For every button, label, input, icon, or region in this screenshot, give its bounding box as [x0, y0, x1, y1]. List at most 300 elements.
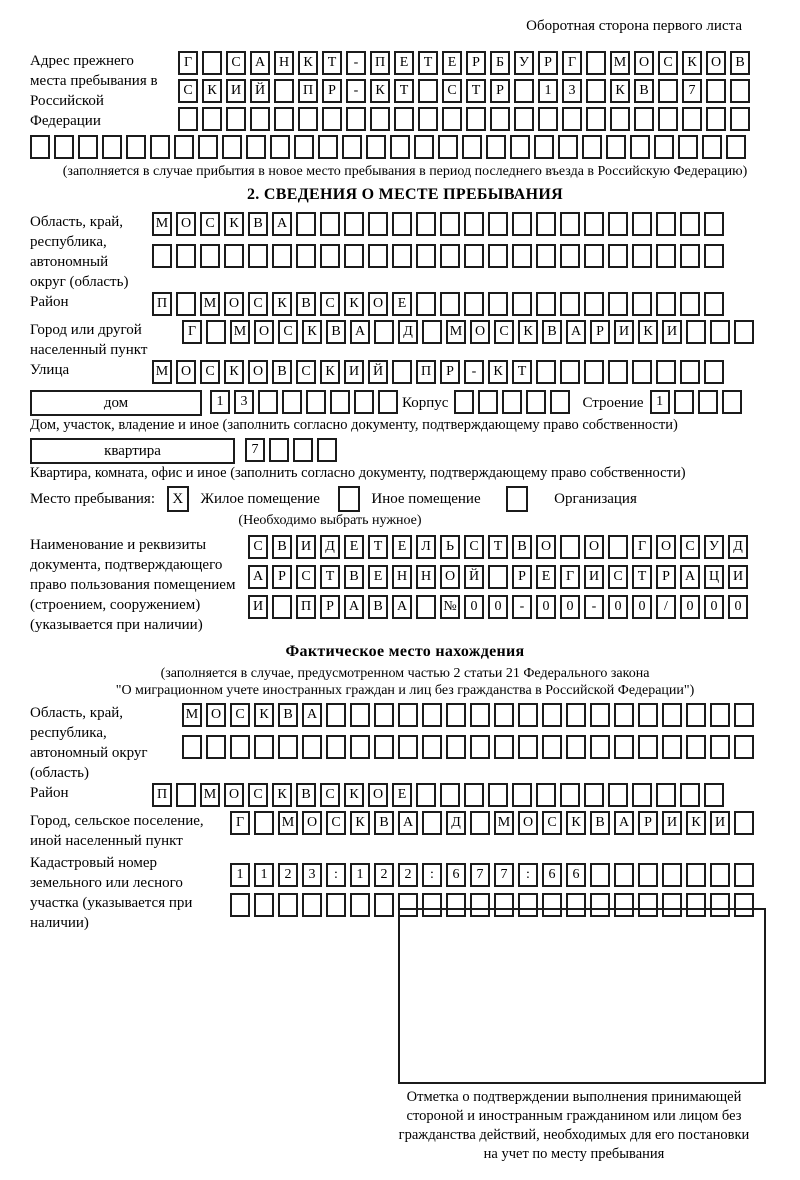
region-actual-grid — [182, 703, 758, 763]
char-grid-row — [178, 51, 754, 75]
char-cell — [422, 703, 442, 727]
char-cell: С — [200, 212, 220, 236]
char-cell: 1 — [230, 863, 250, 887]
char-cell — [454, 390, 474, 414]
char-cell: О — [224, 783, 244, 807]
option-residential-label: Жилое помещение — [200, 491, 320, 507]
char-cell: К — [344, 783, 364, 807]
char-grid-row — [248, 565, 752, 589]
char-grid-row — [152, 212, 728, 236]
char-cell — [494, 735, 514, 759]
char-cell: О — [706, 51, 726, 75]
char-cell: Т — [418, 51, 438, 75]
char-cell — [254, 893, 274, 917]
char-cell: К — [566, 811, 586, 835]
char-cell: О — [254, 320, 274, 344]
char-cell — [374, 893, 394, 917]
char-cell — [488, 783, 508, 807]
char-cell — [416, 595, 436, 619]
char-cell: Т — [322, 51, 342, 75]
char-cell: П — [370, 51, 390, 75]
char-cell: С — [278, 320, 298, 344]
char-cell: А — [272, 212, 292, 236]
char-cell: В — [296, 783, 316, 807]
char-cell — [608, 360, 628, 384]
char-cell — [542, 735, 562, 759]
char-grid-row — [178, 79, 754, 103]
char-cell — [274, 107, 294, 131]
char-cell: 3 — [234, 390, 254, 414]
char-cell — [536, 292, 556, 316]
char-cell: М — [200, 292, 220, 316]
char-cell — [446, 735, 466, 759]
char-cell — [606, 135, 626, 159]
char-cell — [278, 735, 298, 759]
char-cell — [658, 79, 678, 103]
char-cell: М — [494, 811, 514, 835]
char-cell: В — [326, 320, 346, 344]
char-cell — [202, 107, 222, 131]
char-cell — [302, 893, 322, 917]
char-cell: К — [350, 811, 370, 835]
char-cell — [270, 135, 290, 159]
char-cell — [438, 135, 458, 159]
char-cell — [326, 703, 346, 727]
char-cell: Д — [446, 811, 466, 835]
char-cell — [378, 390, 398, 414]
char-cell: К — [224, 360, 244, 384]
char-cell — [478, 390, 498, 414]
char-cell: В — [248, 212, 268, 236]
char-cell — [584, 212, 604, 236]
char-cell: О — [206, 703, 226, 727]
char-cell — [658, 107, 678, 131]
char-cell — [512, 783, 532, 807]
char-cell — [416, 783, 436, 807]
char-cell: М — [182, 703, 202, 727]
char-cell: О — [536, 535, 556, 559]
char-cell — [226, 107, 246, 131]
char-cell — [230, 893, 250, 917]
house-box: дом — [30, 390, 202, 416]
char-cell — [422, 811, 442, 835]
char-cell — [418, 79, 438, 103]
stamp-caption — [368, 1088, 780, 1164]
char-cell: Р — [538, 51, 558, 75]
char-cell: 3 — [302, 863, 322, 887]
char-cell — [440, 292, 460, 316]
char-cell — [560, 783, 580, 807]
char-cell: Р — [322, 79, 342, 103]
korpus-label: Корпус — [402, 395, 449, 411]
char-cell — [514, 107, 534, 131]
char-cell — [590, 703, 610, 727]
char-cell: Е — [392, 783, 412, 807]
char-cell — [704, 292, 724, 316]
char-cell — [368, 212, 388, 236]
char-cell: № — [440, 595, 460, 619]
char-cell: Т — [632, 565, 652, 589]
char-cell: - — [584, 595, 604, 619]
char-cell: 2 — [278, 863, 298, 887]
char-cell: М — [610, 51, 630, 75]
char-cell — [342, 135, 362, 159]
char-cell: Р — [440, 360, 460, 384]
char-cell: Ь — [440, 535, 460, 559]
char-cell — [414, 135, 434, 159]
checkbox-residential: X — [167, 486, 189, 512]
char-cell — [734, 735, 754, 759]
char-cell — [674, 390, 694, 414]
char-cell: И — [710, 811, 730, 835]
char-cell: К — [254, 703, 274, 727]
char-cell: А — [250, 51, 270, 75]
char-cell — [416, 212, 436, 236]
char-cell — [320, 212, 340, 236]
char-cell — [608, 783, 628, 807]
char-cell — [258, 390, 278, 414]
char-cell: 0 — [464, 595, 484, 619]
prev-address-label: Адрес прежнего места пребывания в Российской Федерации — [30, 53, 158, 129]
char-grid-row — [248, 595, 752, 619]
stamp-caption-line: на учет по месту пребывания — [483, 1146, 665, 1162]
char-cell: С — [680, 535, 700, 559]
confirmation-stamp-box — [398, 908, 766, 1084]
char-cell — [174, 135, 194, 159]
char-cell — [662, 703, 682, 727]
char-cell — [560, 360, 580, 384]
char-cell — [632, 783, 652, 807]
apartment-caption: Квартира, комната, офис и иное (заполнить согласно документу, подтверждающему право собственности) — [30, 465, 686, 481]
char-cell — [326, 893, 346, 917]
char-cell — [686, 735, 706, 759]
char-cell — [656, 212, 676, 236]
region-grid — [152, 212, 728, 272]
section2-title: 2. СВЕДЕНИЯ О МЕСТЕ ПРЕБЫВАНИЯ — [247, 186, 563, 203]
char-cell: : — [422, 863, 442, 887]
char-cell — [344, 244, 364, 268]
char-cell: Б — [490, 51, 510, 75]
char-cell: С — [200, 360, 220, 384]
char-cell: Д — [320, 535, 340, 559]
char-cell — [326, 735, 346, 759]
char-cell: О — [440, 565, 460, 589]
field-district-actual — [30, 783, 780, 811]
char-cell — [320, 244, 340, 268]
char-cell — [202, 51, 222, 75]
char-cell — [416, 292, 436, 316]
char-cell: 7 — [494, 863, 514, 887]
char-cell — [656, 292, 676, 316]
char-cell — [608, 244, 628, 268]
char-grid-row — [650, 390, 746, 414]
char-grid-row — [152, 244, 728, 268]
char-cell: М — [446, 320, 466, 344]
char-cell: О — [224, 292, 244, 316]
char-cell — [584, 783, 604, 807]
field-prev-address — [30, 51, 780, 135]
char-cell: В — [634, 79, 654, 103]
char-cell — [702, 135, 722, 159]
char-cell: - — [346, 51, 366, 75]
char-cell — [246, 135, 266, 159]
char-cell — [730, 107, 750, 131]
char-cell — [466, 107, 486, 131]
char-cell — [632, 292, 652, 316]
char-cell: В — [368, 595, 388, 619]
char-cell: С — [248, 535, 268, 559]
char-cell — [638, 863, 658, 887]
char-cell — [398, 703, 418, 727]
char-grid-row — [230, 863, 758, 887]
char-cell: С — [248, 783, 268, 807]
char-cell — [590, 863, 610, 887]
char-cell: С — [494, 320, 514, 344]
char-cell — [30, 135, 50, 159]
char-cell — [254, 811, 274, 835]
char-cell — [293, 438, 313, 462]
char-cell: В — [272, 360, 292, 384]
char-cell — [608, 535, 628, 559]
char-cell — [734, 320, 754, 344]
char-cell — [346, 107, 366, 131]
char-cell — [470, 811, 490, 835]
char-cell — [710, 320, 730, 344]
char-cell: О — [368, 292, 388, 316]
char-cell — [296, 212, 316, 236]
char-cell — [704, 783, 724, 807]
char-cell — [416, 244, 436, 268]
char-cell: В — [344, 565, 364, 589]
char-cell — [680, 212, 700, 236]
char-cell — [680, 783, 700, 807]
char-cell: О — [518, 811, 538, 835]
char-cell: Р — [466, 51, 486, 75]
char-cell — [710, 863, 730, 887]
stamp-caption-line: стороной и иностранным гражданином или лицом без — [406, 1108, 742, 1124]
char-cell — [278, 893, 298, 917]
field-city — [30, 320, 780, 360]
char-cell: Й — [464, 565, 484, 589]
char-cell — [206, 735, 226, 759]
char-cell — [272, 595, 292, 619]
actual-location-title: Фактическое место нахождения — [285, 643, 525, 660]
char-cell: С — [658, 51, 678, 75]
char-cell: Е — [368, 565, 388, 589]
char-cell — [374, 703, 394, 727]
char-cell — [296, 244, 316, 268]
char-grid-row — [454, 390, 574, 414]
char-cell — [422, 320, 442, 344]
char-cell — [710, 703, 730, 727]
char-cell — [614, 863, 634, 887]
char-cell: Н — [392, 565, 412, 589]
char-cell: 1 — [254, 863, 274, 887]
char-cell — [704, 244, 724, 268]
option-other-premises-label: Иное помещение — [371, 491, 481, 507]
char-cell: Т — [488, 535, 508, 559]
char-cell: В — [542, 320, 562, 344]
char-cell: 6 — [566, 863, 586, 887]
char-cell: В — [730, 51, 750, 75]
char-cell — [422, 735, 442, 759]
char-grid-row — [245, 438, 341, 462]
char-cell: К — [344, 292, 364, 316]
char-cell — [638, 735, 658, 759]
city-label: Город или другой населенный пункт — [30, 322, 148, 358]
char-cell: К — [518, 320, 538, 344]
char-cell — [254, 735, 274, 759]
char-cell: 2 — [374, 863, 394, 887]
char-cell: И — [614, 320, 634, 344]
district-actual-label: Район — [30, 785, 69, 801]
char-cell: И — [662, 320, 682, 344]
char-cell: - — [346, 79, 366, 103]
char-cell: В — [272, 535, 292, 559]
char-cell: Е — [344, 535, 364, 559]
char-cell: 6 — [542, 863, 562, 887]
char-cell — [562, 107, 582, 131]
char-cell: С — [464, 535, 484, 559]
char-grid-row — [248, 535, 752, 559]
char-cell — [440, 783, 460, 807]
char-cell: К — [272, 292, 292, 316]
char-cell: А — [680, 565, 700, 589]
char-cell — [630, 135, 650, 159]
char-cell — [250, 107, 270, 131]
char-cell: К — [488, 360, 508, 384]
char-cell — [704, 212, 724, 236]
char-cell: С — [442, 79, 462, 103]
char-cell: 1 — [650, 390, 670, 414]
char-cell: С — [178, 79, 198, 103]
char-cell: Г — [182, 320, 202, 344]
char-cell: 1 — [538, 79, 558, 103]
house-row — [30, 390, 780, 416]
char-cell: П — [298, 79, 318, 103]
char-cell — [488, 212, 508, 236]
char-cell — [608, 292, 628, 316]
char-cell: М — [152, 212, 172, 236]
char-cell — [486, 135, 506, 159]
char-cell — [536, 244, 556, 268]
char-cell — [350, 735, 370, 759]
char-cell — [586, 79, 606, 103]
char-cell — [608, 212, 628, 236]
char-cell — [317, 438, 337, 462]
char-cell — [584, 360, 604, 384]
char-cell — [294, 135, 314, 159]
char-cell: О — [176, 360, 196, 384]
char-cell — [126, 135, 146, 159]
char-cell — [566, 735, 586, 759]
char-cell: С — [296, 565, 316, 589]
char-cell: Р — [512, 565, 532, 589]
char-cell — [392, 360, 412, 384]
region-label: Область, край, республика, автономный округ (область) — [30, 214, 129, 290]
char-cell: Т — [320, 565, 340, 589]
char-cell: 0 — [632, 595, 652, 619]
char-cell — [560, 212, 580, 236]
char-cell: / — [656, 595, 676, 619]
char-cell — [582, 135, 602, 159]
char-cell: И — [662, 811, 682, 835]
char-cell — [512, 212, 532, 236]
char-cell: Г — [230, 811, 250, 835]
char-cell: 0 — [680, 595, 700, 619]
char-cell — [550, 390, 570, 414]
char-cell: Д — [398, 320, 418, 344]
char-cell: 0 — [608, 595, 628, 619]
field-district — [30, 292, 780, 320]
char-cell: В — [278, 703, 298, 727]
char-cell — [368, 244, 388, 268]
char-cell: В — [512, 535, 532, 559]
char-cell — [182, 735, 202, 759]
char-cell: У — [514, 51, 534, 75]
char-cell — [350, 893, 370, 917]
char-cell: Р — [490, 79, 510, 103]
char-cell — [272, 244, 292, 268]
char-cell: К — [298, 51, 318, 75]
char-cell — [526, 390, 546, 414]
stamp-caption-line: гражданства действий, необходимых для его постановки — [398, 1127, 750, 1143]
char-cell: У — [704, 535, 724, 559]
char-cell — [680, 292, 700, 316]
char-cell — [206, 320, 226, 344]
char-cell: В — [590, 811, 610, 835]
char-cell: - — [464, 360, 484, 384]
char-cell: 0 — [704, 595, 724, 619]
char-cell — [710, 735, 730, 759]
char-cell: П — [152, 292, 172, 316]
char-cell: О — [368, 783, 388, 807]
char-cell: К — [320, 360, 340, 384]
char-cell — [634, 107, 654, 131]
char-cell: С — [320, 292, 340, 316]
char-cell — [178, 107, 198, 131]
region-actual-label: Область, край, республика, автономный округ (область) — [30, 705, 148, 781]
char-cell: К — [610, 79, 630, 103]
char-cell: К — [302, 320, 322, 344]
char-cell — [176, 783, 196, 807]
char-cell — [344, 212, 364, 236]
city-actual-label: Город, сельское поселение, иной населенный пункт — [30, 813, 204, 849]
char-cell: Й — [250, 79, 270, 103]
document-info-grid — [248, 535, 752, 623]
char-cell: Т — [394, 79, 414, 103]
char-cell — [176, 292, 196, 316]
char-cell: Л — [416, 535, 436, 559]
char-cell — [704, 360, 724, 384]
char-cell: Ц — [704, 565, 724, 589]
header-note: Оборотная сторона первого листа — [526, 18, 742, 34]
char-cell: Р — [656, 565, 676, 589]
document-info-label: Наименование и реквизиты документа, подтверждающего право пользования помещением (строением, сооружением) (указывается при наличии) — [30, 537, 236, 633]
char-cell — [282, 390, 302, 414]
char-cell — [730, 79, 750, 103]
apartment-row — [30, 438, 780, 464]
char-cell: О — [656, 535, 676, 559]
char-cell: К — [686, 811, 706, 835]
char-cell — [269, 438, 289, 462]
char-cell — [734, 703, 754, 727]
char-cell — [512, 292, 532, 316]
char-cell — [366, 135, 386, 159]
char-cell — [176, 244, 196, 268]
char-cell — [686, 703, 706, 727]
char-cell — [302, 735, 322, 759]
